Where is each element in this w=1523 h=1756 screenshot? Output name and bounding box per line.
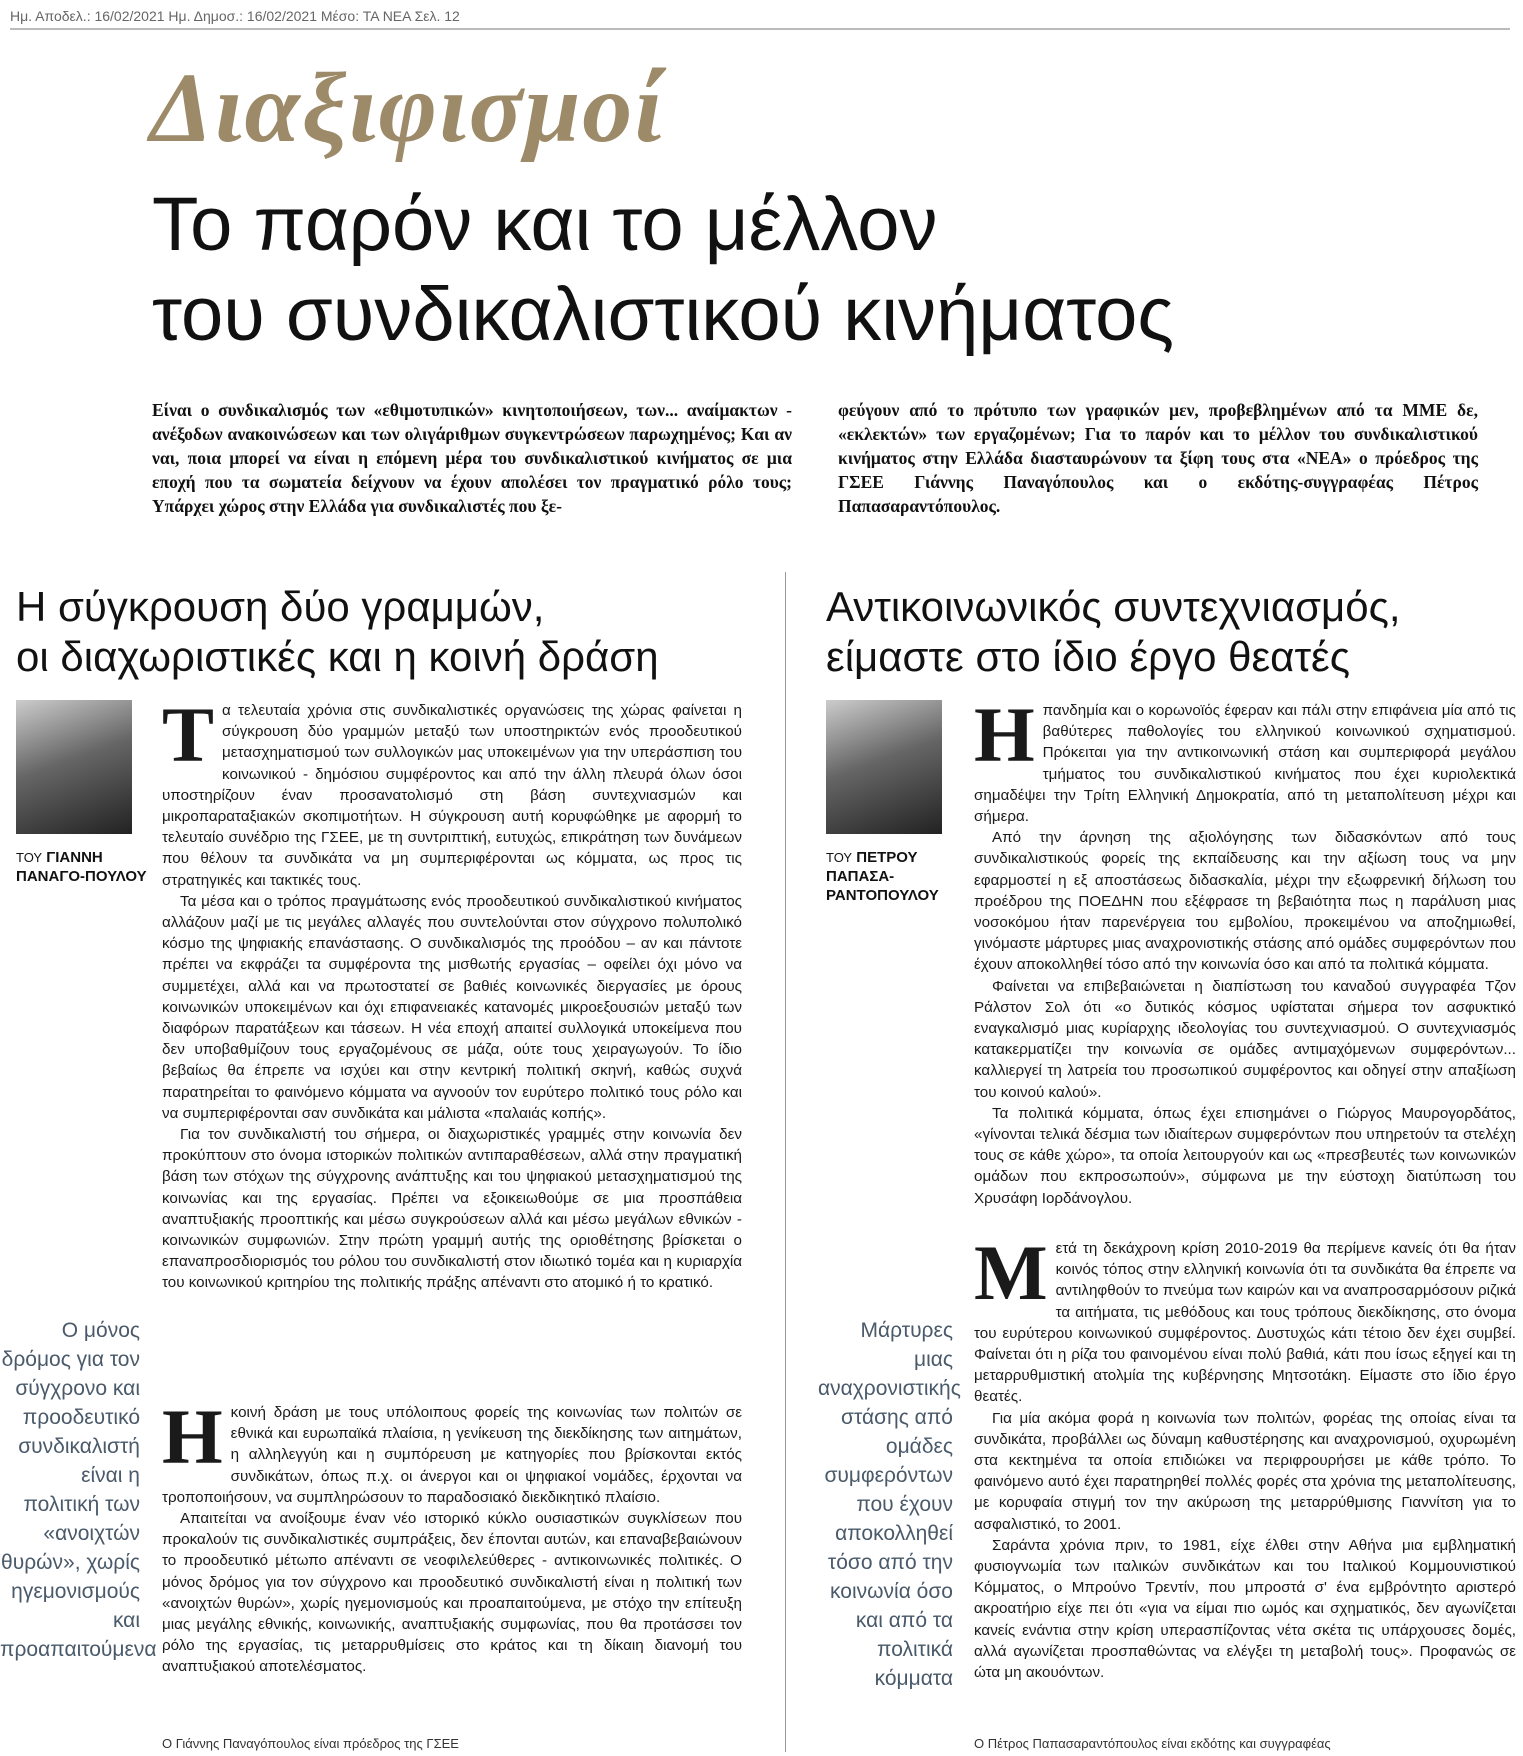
author-photo-papasarantopoulos — [826, 700, 942, 834]
left-title-line-1: Η σύγκρουση δύο γραμμών, — [16, 583, 545, 630]
byline-name: ΓΙΑΝΝΗ ΠΑΝΑΓΟ-ΠΟΥΛΟΥ — [16, 849, 147, 885]
byline-prefix: ΤΟΥ — [16, 850, 43, 865]
intro-left: Είναι ο συνδικαλισμός των «εθιμοτυπικών» κινητοποιήσεων, των... αναίμακτων - ανέξοδων ανακοινώσεων και των ολιγάριθμων συγκεντρώσεων παρωχημένος; Και αν ναι, ποια μπορεί να είναι η επόμενη μέρα του συνδικαλιστικού κινήματος σε μια εποχή που τα σωματεία δείχνουν να έχουν απολέσει τον πραγματικό ρόλο τους; Υπάρχει χώρος στην Ελλάδα για συνδικαλιστές που ξε- — [152, 400, 792, 516]
paragraph: Από την άρνηση της αξιολόγησης των διδασκόντων από τους συνδικαλιστικούς φορείς της εκπαίδευσης και την αξίωση τους να μην εφαρμοστεί η εξ αποστάσεως διδασκαλία, μέχρι την εξωφρενική δήλωση του προέδρου της ΠΟΕΔΗΝ που εξέφρασε τη βεβαιότητα πως η παράλυση μιας νοσοκόμου ήταν παρενέργεια του εμβολίου, προκειμένου να αποζημιωθεί, γινόμαστε μάρτυρες μιας αναχρονιστικής στάσης από ομάδες συμφερόντων που έχουν αποκολληθεί τόσο από την κοινωνία όσο και από τα πολιτικά κόμματα. — [974, 829, 1516, 974]
drop-cap: Η — [974, 691, 1035, 778]
paragraph — [974, 1229, 1516, 1408]
right-article-title — [826, 582, 1506, 682]
left-footnote: Ο Γιάννης Παναγόπουλος είναι πρόεδρος της ΓΣΕΕ — [162, 1736, 459, 1751]
right-article-body-1 — [974, 691, 1516, 1209]
paragraph — [162, 691, 742, 891]
page-headline — [152, 180, 1452, 360]
drop-cap: Μ — [974, 1229, 1048, 1316]
paragraph-text: ετά τη δεκάχρονη κρίση 2010-2019 θα περίμενε κανείς ότι θα ήταν κοινός τόπος στην ελληνική κοινωνία ότι τα συνδικάτα θα έπρεπε να αντιληφθούν το πνεύμα των καιρών και να αναπροσαρμόσουν ριζικά τα αιτήματα, τις μεθόδους και τους τρόπους διεκδίκησης, στο όνομα του ευρύτερου κοινωνικού συμφέροντος. Δυστυχώς κάτι τέτοιο δεν έχει συμβεί. Φαίνεται ότι η ρίζα του φαινομένου είναι πολύ βαθιά, κάτι που ίσως εξηγεί και τη μεταρρυθμιστική ατολμία της κυβέρνησης Μητσοτάκη. Είμαστε στο ίδιο έργο θεατές. — [974, 1240, 1516, 1406]
right-title-line-2: είμαστε στο ίδιο έργο θεατές — [826, 633, 1351, 680]
paragraph: Για μία ακόμα φορά η κοινωνία των πολιτών, φορέας της οποίας είναι τα συνδικάτα, προβάλλει ως δύναμη καθυστέρησης και αναχρονισμού, οχυρωμένη στα κεκτημένα τα οποία επιδιώκει να περιφρουρήσει με κάθε τρόπο. Το φαινόμενο αυτό έχει παρατηρηθεί πολλές φορές στα χρόνια της μεταπολίτευσης, με κορυφαία στιγμή τον την ακύρωση της μεταρρύθμισης Γιαννίτση για το ασφαλιστικό, το 2001. — [974, 1409, 1516, 1533]
paragraph: Για τον συνδικαλιστή του σήμερα, οι διαχωριστικές γραμμές στην κοινωνία δεν προκύπτουν στο όνομα ιστορικών πολιτικών αντιπαραθέσεων, αλλά στην πραγματική βάση των στόχων της σύγχρονης ανάπτυξης και του ψηφιακού μετασχηματισμού της κοινωνίας και της εργασίας. Πρέπει να εξοικειωθούμε σε μια προσπάθεια αναπτυξιακής προοπτικής και μέσω συγκρούσεων αλλά και μέσω μεγάλων εθνικών - κοινωνικών συμφωνιών. Στην πρώτη γραμμή αυτής της οριοθέτησης βρίσκεται ο επαναπροσδιορισμός του ρόλου του συνδικαλιστή στον ιδιωτικό τομέα και η κυριαρχία του κοινωνικού κριτηρίου της πολιτικής πράξης απέναντι στο ατομικό ή το κρατικό. — [162, 1126, 742, 1292]
paragraph — [162, 1393, 742, 1508]
paragraph: Τα μέσα και ο τρόπος πραγμάτωσης ενός προοδευτικού συνδικαλιστικού κινήματος αλλάζουν μαζί με τις μεγάλες αλλαγές που συντελούνται στον σύγχρονο πολυπολικό κόσμο της ψηφιακής επανάστασης. Ο συνδικαλισμός της προόδου – αν και πάντοτε πρέπει να εκφράζει τα συμφέροντα της μισθωτής εργασίας – οφείλει όχι μόνο να συμμετέχει, αλλά και να πρωτοστατεί σε βαθιές κοινωνικές διεργασίες με όρους κοινωνικών υποκειμένων και όχι επιφανειακές κατανομές μικροεξουσιών μεταξύ των διαφόρων παρατάξεων και τάσεων. Η νέα εποχή απαιτεί συλλογικά υποκείμενα που δεν υποβαθμίζουν τους εργαζομένους σε μάζα, ούτε τους χειραγωγούν. Το ίδιο βεβαίως θα έπρεπε να ισχύει και στην κεντρική πολιτική σκηνή, καθώς συχνά παρατηρείται το φαινόμενο κόμματα να αγνοούν τον ευρύτερο πολιτικό τους ρόλο και να συμπεριφέρονται σαν συνδικάτα και μάλιστα «παλαιάς κοπής». — [162, 892, 742, 1122]
paragraph: Τα πολιτικά κόμματα, όπως έχει επισημάνει ο Γιώργος Μαυρογορδάτος, «γίνονται τελικά δέσμια των ιδιαίτερων συμφερόντων που υπηρετούν τα στελέχη τους σε κάθε χώρο», τα οποία λειτουργούν και ως «πρεσβευτές των κοινωνικών ομάδων που εκπροσωπούν», σύμφωνα με την εύστοχη διατύπωση του Χρυσάφη Ιορδάνογλου. — [974, 1104, 1516, 1207]
headline-line-1: Το παρόν και το μέλλον — [152, 182, 938, 267]
drop-cap: Η — [162, 1393, 223, 1480]
right-pull-quote: Μάρτυρες μιας αναχρονιστικής στάσης από ομάδες συμφερόντων που έχουν αποκολληθεί τόσο από την κοινωνία όσο και από τα πολιτικά κόμματα — [818, 1319, 961, 1690]
paragraph-text: πανδημία και ο κορωνοϊός έφεραν και πάλι στην επιφάνεια μία από τις βαθύτερες παθολογίες του ελληνικού κοινωνικού σχηματισμού. Πρόκειται για την αντικοινωνική στάση και συμπεριφορά μεγάλου τμήματος του συνδικαλιστικού κινήματος που έχει κυριολεκτικά σημαδέψει την Τρίτη Ελληνική Δημοκρατία, από τη μεταπολίτευση μέχρι και σήμερα. — [974, 702, 1516, 826]
intro-right: φεύγουν από το πρότυπο των γραφικών μεν, προβεβλημένων από τα ΜΜΕ δε, «εκλεκτών» των εργαζομένων; Για το παρόν και το μέλλον του συνδικαλιστικού κινήματος στην Ελλάδα διασταυρώνουν τα ξίφη τους στα «ΝΕΑ» ο πρόεδρος της ΓΣΕΕ Γιάννης Παναγόπουλος και ο εκδότης-συγγραφέας Πέτρος Παπασαραντόπουλος. — [838, 400, 1478, 516]
paragraph — [974, 691, 1516, 827]
right-title-line-1: Αντικοινωνικός συντεχνιασμός, — [826, 583, 1401, 630]
left-article-title — [16, 582, 776, 682]
author-photo-panagopoulos — [16, 700, 132, 834]
byline-prefix: ΤΟΥ — [826, 850, 853, 865]
left-article-body-1 — [162, 691, 742, 1294]
headline-line-2: του συνδικαλιστικού κινήματος — [152, 272, 1174, 357]
paragraph: Σαράντα χρόνια πριν, το 1981, είχε έλθει στην Αθήνα μια εμβληματική φυσιογνωμία των ιταλικών συνδικάτων και του Ιταλικού Κομμουνιστικού Κόμματος, ο Μπρούνο Τρεντίν, που μπροστά σ' ένα εμβρόντητο αριστερό ακροατήριο είχε πει ότι «για να είμαι πιο ωμός και σχηματικός, δεν αγωνίζεται κανείς ενάντια στην κρίση υπερασπίζοντας νέτα σκέτα τις υπάρχουσες δομές, αλλά αγωνίζεται προσπαθώντας να ελέγξει τη μεταβολή τους». Προφανώς σε ώτα μη ακουόντων. — [974, 1536, 1516, 1682]
clipping-meta: Ημ. Αποδελ.: 16/02/2021 Ημ. Δημοσ.: 16/02/2021 Μέσο: ΤΑ ΝΕΑ Σελ. 12 — [10, 8, 1510, 30]
paragraph-text: α τελευταία χρόνια στις συνδικαλιστικές οργανώσεις της χώρας φαίνεται η σύγκρουση δύο γραμμών μεταξύ των υποστηρικτών ενός προοδευτικού μετασχηματισμού των συλλογικών μας υποκειμένων για την υπεράσπιση του κοινωνικού - δημόσιου συμφέροντος και από την άλλη πλευρά όλων όσοι υποστηρίζουν έναν προσανατολισμό στη βάση συντεχνιασμών και μικροπαραταξιακών σκοπιμοτήτων. Η σύγκρουση αυτή κορυφώθηκε με αφορμή το τελευταίο συνέδριο της ΓΣΕΕ, με τη συντριπτική, ευτυχώς, επικράτηση των δυνάμεων που θέλουν τα συνδικάτα να μη συμπεριφέρονται ως κόμματα, ως προς τις στρατηγικές και τακτικές τους. — [162, 702, 742, 889]
drop-cap: Τ — [162, 691, 215, 778]
left-pull-quote: Ο μόνος δρόμος για τον σύγχρονο και προοδευτικό συνδικαλιστή είναι η πολιτική των «ανοιχτών θυρών», χωρίς ηγεμονισμούς και προαπαιτούμενα — [0, 1319, 157, 1661]
byline-name: ΠΕΤΡΟΥ ΠΑΠΑΣΑ-ΡΑΝΤΟΠΟΥΛΟΥ — [826, 849, 939, 904]
paragraph-text: κοινή δράση με τους υπόλοιπους φορείς της κοινωνίας των πολιτών σε εθνικά και ευρωπαϊκά πλαίσια, η γενίκευση της διεκδίκησης των αιτημάτων, η αλληλεγγύη και η συμπόρευση με κατηγορίες που βρίσκονται εκτός συνδικάτων, όπως π.χ. οι άνεργοι και οι ψηφιακοί νομάδες, έρχονται να τροποποιήσουν, να συμπληρώσουν το παραδοσιακό διεκδικητικό πλαίσιο. — [162, 1404, 742, 1506]
left-article-body-2 — [162, 1393, 742, 1678]
paragraph: Φαίνεται να επιβεβαιώνεται η διαπίστωση του καναδού συγγραφέα Τζον Ράλστον Σολ ότι «ο δυτικός κόσμος υφίσταται σήμερα τον ασφυκτικό εναγκαλισμό μιας κυρίαρχης ιδεολογίας του συντεχνιασμού. Ο συντεχνιασμός κατακερματίζει την κοινωνία σε ομάδες αντιμαχόμενων συμφερόντων... καλλιεργεί τη λατρεία του προσωπικού συμφέροντος και οδηγεί στην απαξίωση του κοινού καλού». — [974, 977, 1516, 1101]
section-kicker: Διαξιφισμοί — [150, 52, 665, 163]
left-title-line-2: οι διαχωριστικές και η κοινή δράση — [16, 633, 659, 680]
right-article-body-2 — [974, 1229, 1516, 1683]
left-byline — [16, 848, 156, 886]
paragraph: Απαιτείται να ανοίξουμε έναν νέο ιστορικό κύκλο ουσιαστικών συγκλίσεων που προκαλούν τις συνδικαλιστικές συμπράξεις, δεν έπονται αυτών, και επαναβεβαιώνουν το προοδευτικό μέτωπο απέναντι σε νεοφιλελεύθερες - αντικοινωνικές πολιτικές. Ο μόνος δρόμος για τον σύγχρονο και προοδευτικό συνδικαλιστή είναι η πολιτική των «ανοιχτών θυρών», χωρίς ηγεμονισμούς και προαπαιτούμενα, με στόχο την επίτευξη μιας μεγάλης εθνικής, κοινωνικής, αναπτυξιακής συμφωνίας, που θα προτάσσει τον ρόλο της εργασίας, τις μεταρρυθμίσεις στο κράτος και τη δίκαιη διανομή του αναπτυξιακού αποτελέσματος. — [162, 1510, 742, 1676]
right-footnote: Ο Πέτρος Παπασαραντόπουλος είναι εκδότης και συγγραφέας — [974, 1736, 1331, 1751]
right-byline — [826, 848, 976, 905]
column-divider — [785, 572, 786, 1752]
